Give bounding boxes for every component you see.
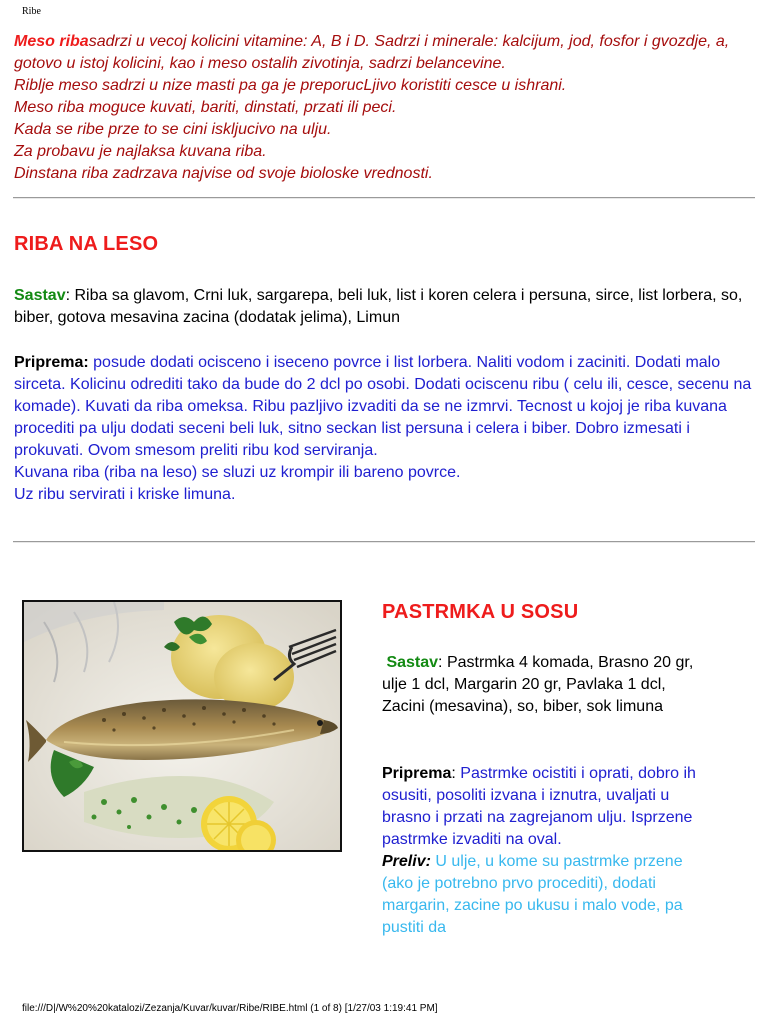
recipe2-priprema-paragraph — [382, 763, 702, 851]
intro-line: Kada se ribe prze to se cini iskljucivo na ulju. — [14, 121, 332, 138]
recipe1-sastav-label: Sastav — [14, 287, 66, 304]
recipe2-preliv-text: U ulje, u kome su pastrmke przene (ako je potrebno prvo procediti), dodati margarin, zacine po ukusu i malo vode, pa pustiti da — [382, 853, 683, 936]
recipe1-priprema-paragraph — [14, 352, 758, 462]
trout-dish-photo — [22, 600, 342, 852]
footer-file-path: file:///D|/W%20%20katalozi/Zezanja/Kuvar/kuvar/Ribe/RIBE.html (1 of 8) [1/27/03 1:19:41 PM] — [22, 1003, 438, 1014]
intro-line: Riblje meso sadrzi u nize masti pa ga je preporucLjivo koristiti cesce u ishrani. — [14, 77, 567, 94]
page-header-title: Ribe — [22, 6, 41, 17]
recipe1-sastav-text: Riba sa glavom, Crni luk, sargarepa, beli luk, list i koren celera i persuna, sirce, list lorbera, so, biber, gotova mesavina zacina (dodatak jelima), Limun — [14, 287, 743, 326]
divider-2 — [13, 541, 755, 543]
intro-first-text: sadrzi u vecoj kolicini vitamine: A, B i D. Sadrzi i minerale: kalcijum, jod, fosfor i gvozdje, a, gotovo u istoj kolicini, kao i meso ostalih zivotinja, sadrzi belancevine. — [14, 33, 730, 72]
recipe1-sastav — [14, 285, 754, 329]
recipe1-extra-line: Kuvana riba (riba na leso) se sluzi uz krompir ili bareno povrce. — [14, 464, 461, 481]
recipe2-method — [382, 763, 702, 939]
intro-lead: Meso riba — [14, 33, 89, 50]
intro-line: Dinstana riba zadrzava najvise od svoje bioloske vrednosti. — [14, 165, 433, 182]
recipe2-title: PASTRMKA U SOSU — [382, 601, 579, 623]
recipe2-preliv-paragraph — [382, 851, 702, 939]
recipe2-priprema-label: Priprema — [382, 765, 452, 782]
divider-1 — [13, 197, 755, 199]
recipe2-sastav-text: Pastrmka 4 komada, Brasno 20 gr, ulje 1 dcl, Margarin 20 gr, Pavlaka 1 dcl, Zacini (mesavina), so, biber, sok limuna — [382, 654, 694, 715]
recipe1-priprema-text: posude dodati ocisceno i iseceno povrce i list lorbera. Naliti vodom i zaciniti. Dodati malo sirceta. Kolicinu odrediti tako da bude do 2 dcl po osobi. Dodati ociscenu ribu ( celu ili, cesce, secenu na komade). Kuvati da riba omeksa. Ribu pazljivo izvaditi da se ne izmrvi. Tecnost u kojoj je riba kuvana procediti pa ulju dodati seceni beli luk, sitno seckan list persuna i celera i biber. Dobro izmesati i prokuvati. Ovom smesom preliti ribu kod serviranja. — [14, 354, 752, 459]
intro-line: Meso riba moguce kuvati, bariti, dinstati, przati ili peci. — [14, 99, 397, 116]
recipe2-priprema-text: Pastrmke ocistiti i oprati, dobro ih osusiti, posoliti izvana i iznutra, uvaljati u brasno i przati na zagrejanom ulju. Isprzene pastrmke izvaditi na oval. — [382, 765, 696, 848]
recipe1-priprema-label: Priprema: — [14, 354, 89, 371]
recipe1-title: RIBA NA LESO — [14, 233, 159, 255]
recipe1-priprema — [14, 352, 758, 506]
intro-block — [14, 31, 754, 185]
trout-illustration — [24, 602, 340, 850]
recipe1-extra-line: Uz ribu servirati i kriske limuna. — [14, 486, 236, 503]
intro-first-paragraph — [14, 31, 754, 75]
recipe2-preliv-label: Preliv: — [382, 853, 431, 870]
priprema-colon: : — [451, 765, 461, 782]
recipe2-sastav-label: Sastav — [386, 654, 439, 671]
recipe2-sastav — [382, 652, 702, 718]
sastav-colon: : — [65, 287, 71, 304]
intro-line: Za probavu je najlaksa kuvana riba. — [14, 143, 267, 160]
sastav-colon: : — [438, 654, 443, 671]
